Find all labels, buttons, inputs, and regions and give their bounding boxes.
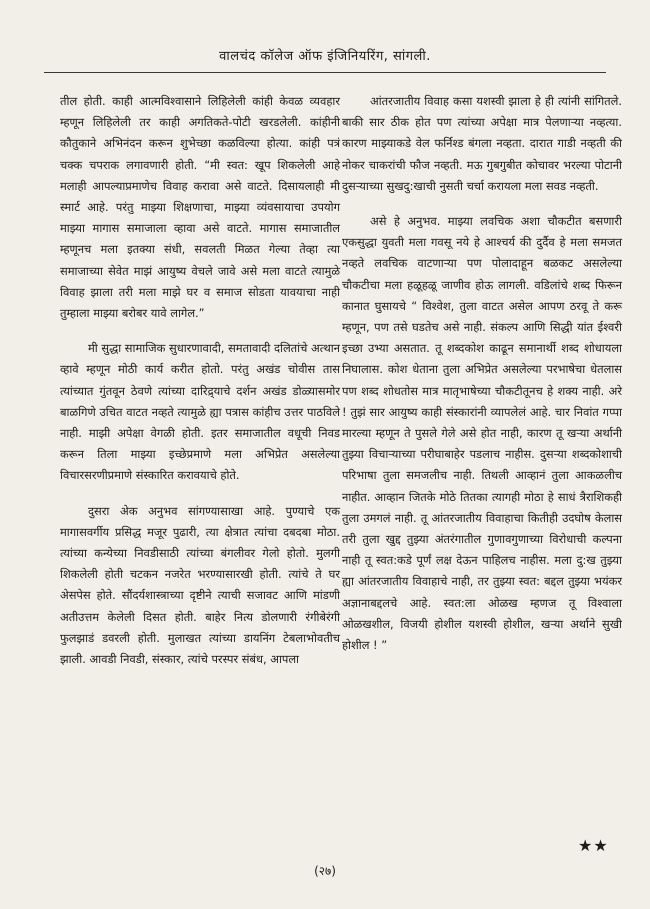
left-paragraph-3: दुसरा अेक अनुभव सांगण्यासाखा आहे. पुण्याचे एक मागासवर्गीय प्रसिद्ध मजूर पुढारी, त्या क्षेत्रात त्यांचा दबदबा मोठा. त्यांच्या कन्येच्या निवडीसाठी त्यांच्या बंगलीवर गेलो होतो. मुलगी शिकलेली होती चटकन नजरेत भरण्यासारखी होती. त्यांचे ते घर अेसपेस होते. सौंदर्यशास्त्राच्या दृष्टीने त्याची सजावट आणि मांडणी अतीउत्तम केलेली दिसत होती. बाहेर नित्य डोलणारी रंगीबेरंगी फुलझाडं डवरली होती. मुलाखत त्यांच्या डायनिंग टेबलाभोवतीच झाली. आवडी निवडी, संस्कार, त्यांचे परस्पर संबंध, आपला	[60, 503, 340, 667]
stars-ornament: ★★	[578, 836, 609, 855]
right-column	[342, 91, 622, 656]
left-column	[60, 91, 340, 670]
running-header: वालचंद कॉलेज ऑफ इंजिनियरिंग, सांगली.	[219, 49, 431, 64]
header-divider	[44, 72, 606, 73]
right-paragraph-2: असे हे अनुभव. माझ्या लवचिक अशा चौकटीत बसणारी एकसुद्धा युवती मला गवसू नये हे आश्चर्य की दुर्दैव हे मला समजत नव्हते लवचिक वाटणाऱ्या पण पोलादाहून बळकट असलेल्या चौकटीचा मला हळूहळू जाणीव होऊ लागली. वडिलांचे शब्द फिरून कानात घुसायचे “ विश्वेश, तुला वाटत असेल आपण ठरवू ते करू म्हणून, पण तसे घडतेच असे नाही. संकल्प आणि सिद्धी यांत ईश्वरी इच्छा उभ्या असतात. तू शब्दकोश काढून समानार्थी शब्द शोधायला निघालास. कोश धेताना तुला अभिप्रेत असलेल्या परभाषेचा धेतलास पण शब्द शोधतोस मात्र मातृभाषेच्या चौकटीतूनच हे शक्य नाही. अरे ! तुझं सार आयुष्य काही संस्कारांनी व्यापलेलं आहे. चार निवांत गप्पा मारल्या म्हणून ते पुसले गेले असे होत नाही, कारण तू खऱ्या अर्थानी तुझ्या विचाऱ्याच्या परीघाबाहेर पडलाच नाहीस. दुसऱ्या शब्दकोशाची परिभाषा तुला समजलीच नाही. तिथली आव्हानं तुला आकळलीच नाहीत. आव्हान जितके मोठे तितका त्यागही मोठा हे साधं त्रैराशिकही तुला उमगलं नाही. तू आंतरजातीय विवाहाचा कितीही उदघोष केलास तरी तुला खुद्द तुझ्या अंतरंगातील गुणावगुणाच्या विरोधाची कल्पना नाही तू स्वत:कडे पूर्णं लक्ष देऊन पाहिलच नाहीस. मला दु:ख तुझ्या ह्या आंतरजातीय विवाहाचे नाही, तर तुझ्या स्वत: बद्दल तुझ्या भयंकर अज्ञानाबद्दलचे आहे. स्वत:ला ओळख म्हणज तू विश्वाला ओळखशील, विजयी होशील यशस्वी होशील, खऱ्या अर्थाने सुखी होशील ! ”	[342, 214, 622, 653]
right-paragraph-1: आंतरजातीय विवाह कसा यशस्वी झाला हे ही त्यांनी सांगितले. बाकी सार ठीक होत पण त्यांच्या अपेक्षा मात्र पेलणाऱ्या नव्हत्या. कारण माझ्याकडे वेल फर्निश्ड बंगला नव्हता. दारात गाडी नव्हती की नोकर चाकरांची फौज नव्हती. मऊ गुबगुबीत कोचावर भरल्या पोटानी दुसऱ्याच्या सुखदु:खाची नुसती चर्चा करायला मला सवड नव्हती.	[342, 94, 622, 193]
left-paragraph-1: तील होती. काही आत्मविश्वासाने लिहिलेली कांही केवळ व्यवहार म्हणून लिहिलेली तर काही अगतिकते-पोटी खरडलेली. कांहीनी कौतुकाने अभिनंदन करून शुभेच्छा कळविल्या होत्या. कांही पत्रं चक्क चपराक लगावणारी होती. “मी स्वत: खूप शिकलेली आहे मलाही आपल्याप्रमाणेच विवाह करावा असे वाटते. दिसायलाही मी स्मार्ट आहे. परंतु माझ्या शिक्षणाचा, माझ्या व्यंवसायाचा उपयोग माझ्या मागास समाजाला व्हावा असे वाटते. मागास समाजातील म्हणूनच मला इतक्या संधी, सवलती मिळत गेल्या तेव्हा त्या समाजाच्या सेवेत माझं आयुष्य वेचले जावे असे मला वाटते त्यामुळे विवाह झाला तरी मला माझे घर व समाज सोडता यावयाचा नाही तुम्हाला माझ्या बरोबर यावे लागेल.”	[60, 94, 340, 321]
left-paragraph-2: मी सुद्धा सामाजिक सुधारणावादी, समतावादी दलितांचे अत्थान व्हावे म्हणून मोठी कार्य करीत होतो. परंतु अखंड चोवीस तास त्यांच्यात गुंतवून ठेवणे त्यांच्या दारिद्र्याचे दर्शन अखंड डोळ्यासमोर बाळगिणे उचित वाटत नव्हते त्यामुळे ह्या पत्रास कांहीच उत्तर पाठविले नाही. माझी अपेक्षा वेगळी होती. इतर समाजातील वधूची निवड करून तिला माझ्या इच्छेप्रमाणे मला अभिप्रेत असलेल्या विचारसरणीप्रमाणे संस्कारित करावयाचे होते.	[60, 341, 340, 483]
page-number: (२७)	[314, 864, 336, 878]
